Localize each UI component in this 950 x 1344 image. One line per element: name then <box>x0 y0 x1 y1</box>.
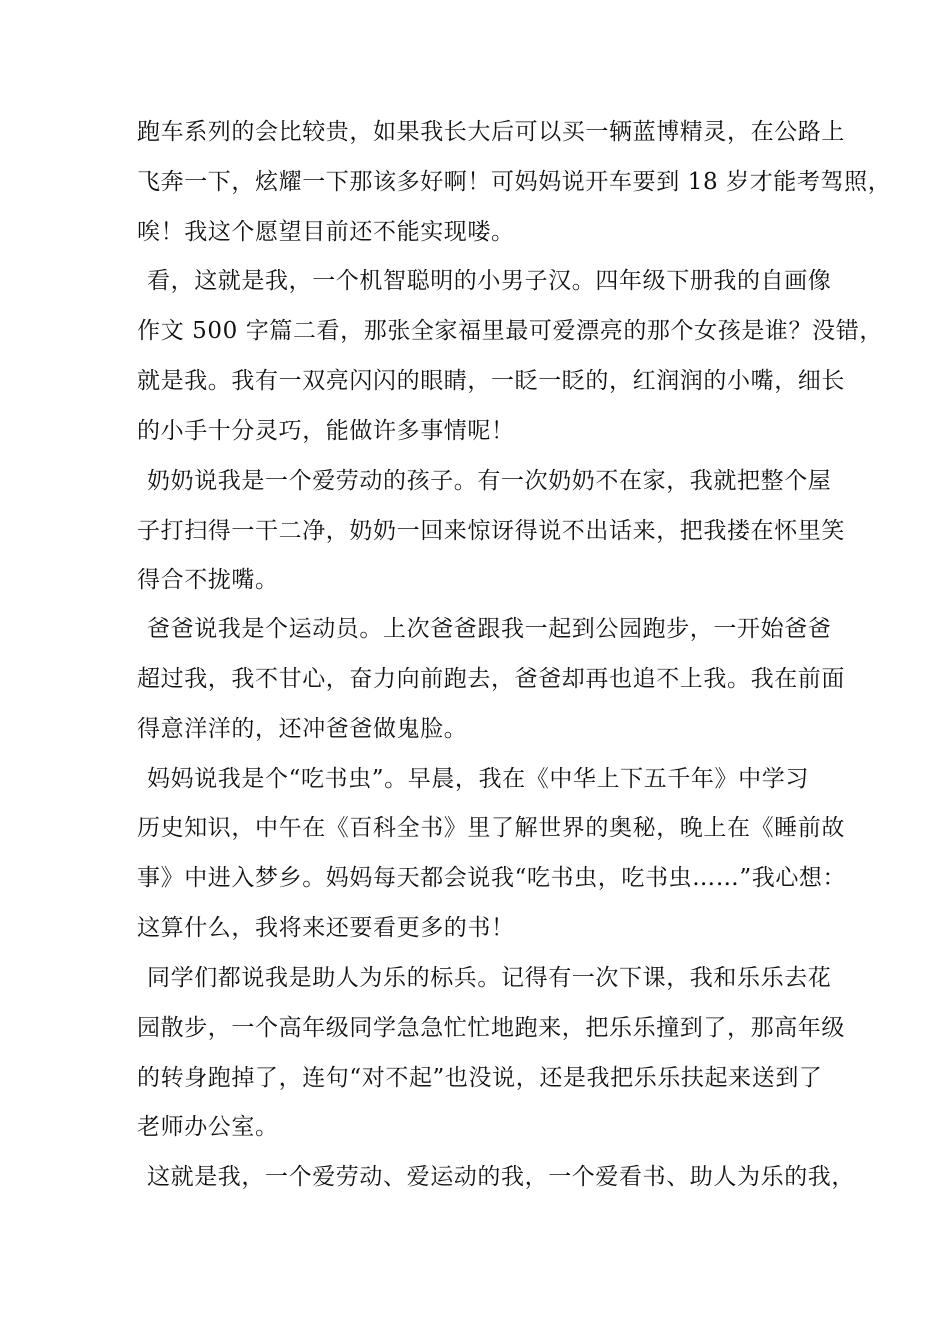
text-line: 超过我，我不甘心，奋力向前跑去，爸爸却再也追不上我。我在前面 <box>137 666 845 692</box>
text-line: 得意洋洋的，还冲爸爸做鬼脸。 <box>137 716 468 742</box>
paragraph-start-line: 爸爸说我是个运动员。上次爸爸跟我一起到公园跑步，一开始爸爸 <box>147 616 832 642</box>
text-line: 得合不拢嘴。 <box>137 567 279 593</box>
paragraph-start-line: 这就是我，一个爱劳动、爱运动的我，一个爱看书、助人为乐的我， <box>147 1164 855 1190</box>
paragraph-start-line: 同学们都说我是助人为乐的标兵。记得有一次下课，我和乐乐去花 <box>147 965 832 991</box>
text-line: 飞奔一下，炫耀一下那该多好啊！可妈妈说开车要到 18 岁才能考驾照， <box>137 169 892 195</box>
paragraph-start-line: 奶奶说我是一个爱劳动的孩子。有一次奶奶不在家，我就把整个屋 <box>147 468 832 494</box>
text-line: 就是我。我有一双亮闪闪的眼睛，一眨一眨的，红润润的小嘴，细长 <box>137 368 845 394</box>
text-line: 的小手十分灵巧，能做许多事情呢！ <box>137 418 515 444</box>
text-line: 事》中进入梦乡。妈妈每天都会说我“吃书虫，吃书虫……”我心想： <box>137 865 847 891</box>
text-line: 园散步，一个高年级同学急急忙忙地跑来，把乐乐撞到了，那高年级 <box>137 1015 845 1041</box>
text-line: 老师办公室。 <box>137 1114 279 1140</box>
paragraph-start-line: 看，这就是我，一个机智聪明的小男子汉。四年级下册我的自画像 <box>147 268 832 294</box>
text-line: 作文 500 字篇二看，那张全家福里最可爱漂亮的那个女孩是谁？没错， <box>137 318 883 344</box>
text-line: 子打扫得一干二净，奶奶一回来惊讶得说不出话来，把我搂在怀里笑 <box>137 518 845 544</box>
text-line: 的转身跑掉了，连句“对不起”也没说，还是我把乐乐扶起来送到了 <box>137 1065 823 1091</box>
text-line: 历史知识，中午在《百科全书》里了解世界的奥秘，晚上在《睡前故 <box>137 815 845 841</box>
text-line: 唉！我这个愿望目前还不能实现喽。 <box>137 219 515 245</box>
text-line: 这算什么，我将来还要看更多的书！ <box>137 915 515 941</box>
text-line: 跑车系列的会比较贵，如果我长大后可以买一辆蓝博精灵，在公路上 <box>137 119 845 145</box>
paragraph-start-line: 妈妈说我是个“吃书虫”。早晨，我在《中华上下五千年》中学习 <box>147 766 809 792</box>
